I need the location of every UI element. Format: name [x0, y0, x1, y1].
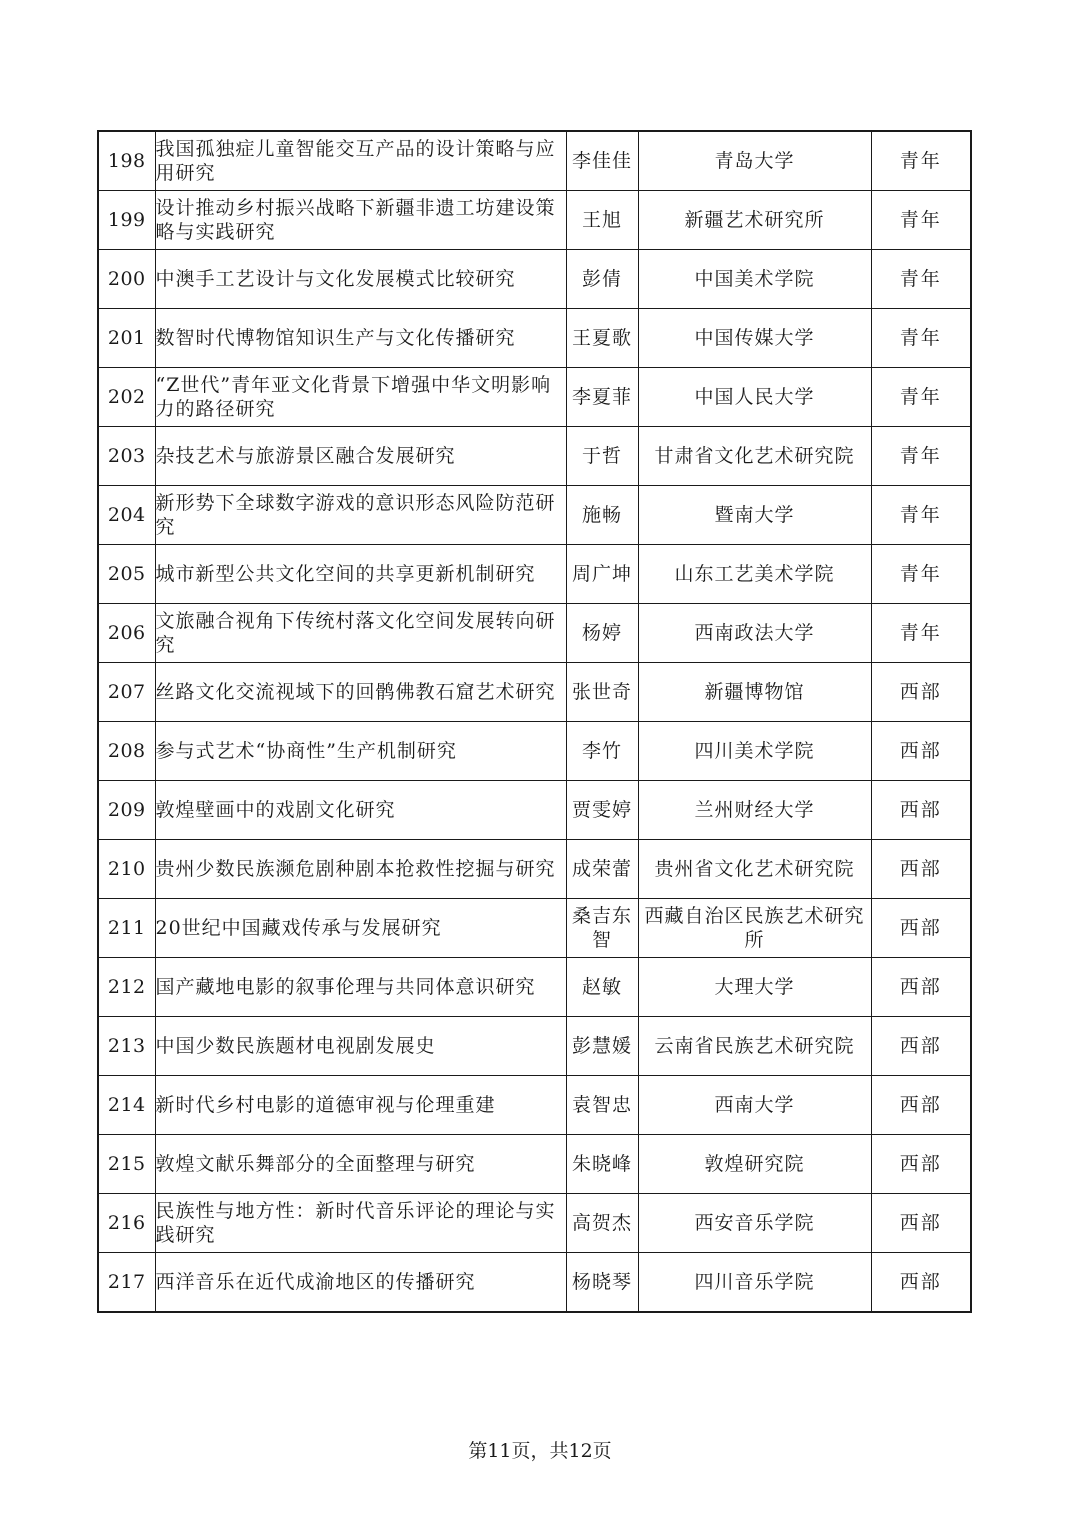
project-category: 西部 — [871, 1017, 971, 1076]
institution: 西南政法大学 — [638, 604, 871, 663]
project-title: 丝路文化交流视域下的回鹘佛教石窟艺术研究 — [155, 663, 566, 722]
applicant-name: 李佳佳 — [566, 131, 638, 191]
project-category: 青年 — [871, 545, 971, 604]
project-category: 青年 — [871, 427, 971, 486]
project-category: 青年 — [871, 486, 971, 545]
project-title: 数智时代博物馆知识生产与文化传播研究 — [155, 309, 566, 368]
project-category: 西部 — [871, 722, 971, 781]
table-row — [98, 604, 971, 663]
table-row — [98, 1253, 971, 1313]
project-title: 新时代乡村电影的道德审视与伦理重建 — [155, 1076, 566, 1135]
project-title: 文旅融合视角下传统村落文化空间发展转向研究 — [155, 604, 566, 663]
institution: 贵州省文化艺术研究院 — [638, 840, 871, 899]
applicant-name: 施畅 — [566, 486, 638, 545]
table-row — [98, 250, 971, 309]
applicant-name: 李夏菲 — [566, 368, 638, 427]
institution: 西南大学 — [638, 1076, 871, 1135]
row-number: 211 — [98, 899, 155, 958]
project-title: “Z世代”青年亚文化背景下增强中华文明影响力的路径研究 — [155, 368, 566, 427]
table-row — [98, 1135, 971, 1194]
institution: 中国美术学院 — [638, 250, 871, 309]
institution: 云南省民族艺术研究院 — [638, 1017, 871, 1076]
applicant-name: 彭慧媛 — [566, 1017, 638, 1076]
institution: 中国人民大学 — [638, 368, 871, 427]
table-row — [98, 1194, 971, 1253]
applicant-name: 成荣蕾 — [566, 840, 638, 899]
row-number: 202 — [98, 368, 155, 427]
project-category: 西部 — [871, 899, 971, 958]
applicant-name: 高贺杰 — [566, 1194, 638, 1253]
project-category: 西部 — [871, 1194, 971, 1253]
row-number: 207 — [98, 663, 155, 722]
table-row — [98, 663, 971, 722]
institution: 新疆博物馆 — [638, 663, 871, 722]
project-title: 新形势下全球数字游戏的意识形态风险防范研究 — [155, 486, 566, 545]
project-title: 贵州少数民族濒危剧种剧本抢救性挖掘与研究 — [155, 840, 566, 899]
project-category: 西部 — [871, 1135, 971, 1194]
applicant-name: 王旭 — [566, 191, 638, 250]
applicant-name: 李竹 — [566, 722, 638, 781]
row-number: 200 — [98, 250, 155, 309]
row-number: 210 — [98, 840, 155, 899]
project-category: 西部 — [871, 840, 971, 899]
row-number: 206 — [98, 604, 155, 663]
applicant-name: 于哲 — [566, 427, 638, 486]
applicant-name: 彭倩 — [566, 250, 638, 309]
institution: 青岛大学 — [638, 131, 871, 191]
institution: 兰州财经大学 — [638, 781, 871, 840]
table-row — [98, 1076, 971, 1135]
row-number: 216 — [98, 1194, 155, 1253]
row-number: 205 — [98, 545, 155, 604]
institution: 中国传媒大学 — [638, 309, 871, 368]
project-category: 青年 — [871, 250, 971, 309]
project-title: 中国少数民族题材电视剧发展史 — [155, 1017, 566, 1076]
row-number: 215 — [98, 1135, 155, 1194]
institution: 甘肃省文化艺术研究院 — [638, 427, 871, 486]
project-title: 民族性与地方性：新时代音乐评论的理论与实践研究 — [155, 1194, 566, 1253]
table-row — [98, 368, 971, 427]
institution: 大理大学 — [638, 958, 871, 1017]
project-title: 设计推动乡村振兴战略下新疆非遗工坊建设策略与实践研究 — [155, 191, 566, 250]
institution: 山东工艺美术学院 — [638, 545, 871, 604]
row-number: 214 — [98, 1076, 155, 1135]
table-row — [98, 781, 971, 840]
applicant-name: 贾雯婷 — [566, 781, 638, 840]
applicant-name: 桑吉东智 — [566, 899, 638, 958]
project-title: 敦煌壁画中的戏剧文化研究 — [155, 781, 566, 840]
project-title: 中澳手工艺设计与文化发展模式比较研究 — [155, 250, 566, 309]
row-number: 204 — [98, 486, 155, 545]
project-table — [97, 130, 972, 1313]
project-title: 杂技艺术与旅游景区融合发展研究 — [155, 427, 566, 486]
project-category: 西部 — [871, 958, 971, 1017]
institution: 暨南大学 — [638, 486, 871, 545]
applicant-name: 赵敏 — [566, 958, 638, 1017]
institution: 四川音乐学院 — [638, 1253, 871, 1313]
row-number: 208 — [98, 722, 155, 781]
table-row — [98, 427, 971, 486]
applicant-name: 周广坤 — [566, 545, 638, 604]
project-category: 青年 — [871, 131, 971, 191]
project-table-body — [98, 131, 971, 1312]
table-row — [98, 899, 971, 958]
institution: 新疆艺术研究所 — [638, 191, 871, 250]
project-category: 西部 — [871, 781, 971, 840]
applicant-name: 王夏歌 — [566, 309, 638, 368]
table-row — [98, 840, 971, 899]
institution: 西藏自治区民族艺术研究所 — [638, 899, 871, 958]
row-number: 198 — [98, 131, 155, 191]
project-category: 西部 — [871, 1253, 971, 1313]
table-row — [98, 309, 971, 368]
table-row — [98, 486, 971, 545]
table-row — [98, 131, 971, 191]
project-title: 20世纪中国藏戏传承与发展研究 — [155, 899, 566, 958]
institution: 西安音乐学院 — [638, 1194, 871, 1253]
project-category: 青年 — [871, 309, 971, 368]
applicant-name: 杨晓琴 — [566, 1253, 638, 1313]
project-category: 西部 — [871, 663, 971, 722]
applicant-name: 杨婷 — [566, 604, 638, 663]
project-title: 城市新型公共文化空间的共享更新机制研究 — [155, 545, 566, 604]
page-number: 第11页，共12页 — [468, 1440, 612, 1462]
institution: 四川美术学院 — [638, 722, 871, 781]
table-row — [98, 958, 971, 1017]
project-title: 西洋音乐在近代成渝地区的传播研究 — [155, 1253, 566, 1313]
table-row — [98, 191, 971, 250]
project-title: 参与式艺术“协商性”生产机制研究 — [155, 722, 566, 781]
row-number: 209 — [98, 781, 155, 840]
project-title: 国产藏地电影的叙事伦理与共同体意识研究 — [155, 958, 566, 1017]
applicant-name: 朱晓峰 — [566, 1135, 638, 1194]
row-number: 212 — [98, 958, 155, 1017]
institution: 敦煌研究院 — [638, 1135, 871, 1194]
row-number: 199 — [98, 191, 155, 250]
applicant-name: 袁智忠 — [566, 1076, 638, 1135]
applicant-name: 张世奇 — [566, 663, 638, 722]
table-row — [98, 545, 971, 604]
project-category: 西部 — [871, 1076, 971, 1135]
project-title: 我国孤独症儿童智能交互产品的设计策略与应用研究 — [155, 131, 566, 191]
project-title: 敦煌文献乐舞部分的全面整理与研究 — [155, 1135, 566, 1194]
table-row — [98, 1017, 971, 1076]
row-number: 203 — [98, 427, 155, 486]
table-row — [98, 722, 971, 781]
project-category: 青年 — [871, 604, 971, 663]
project-category: 青年 — [871, 191, 971, 250]
project-category: 青年 — [871, 368, 971, 427]
row-number: 213 — [98, 1017, 155, 1076]
row-number: 217 — [98, 1253, 155, 1313]
row-number: 201 — [98, 309, 155, 368]
